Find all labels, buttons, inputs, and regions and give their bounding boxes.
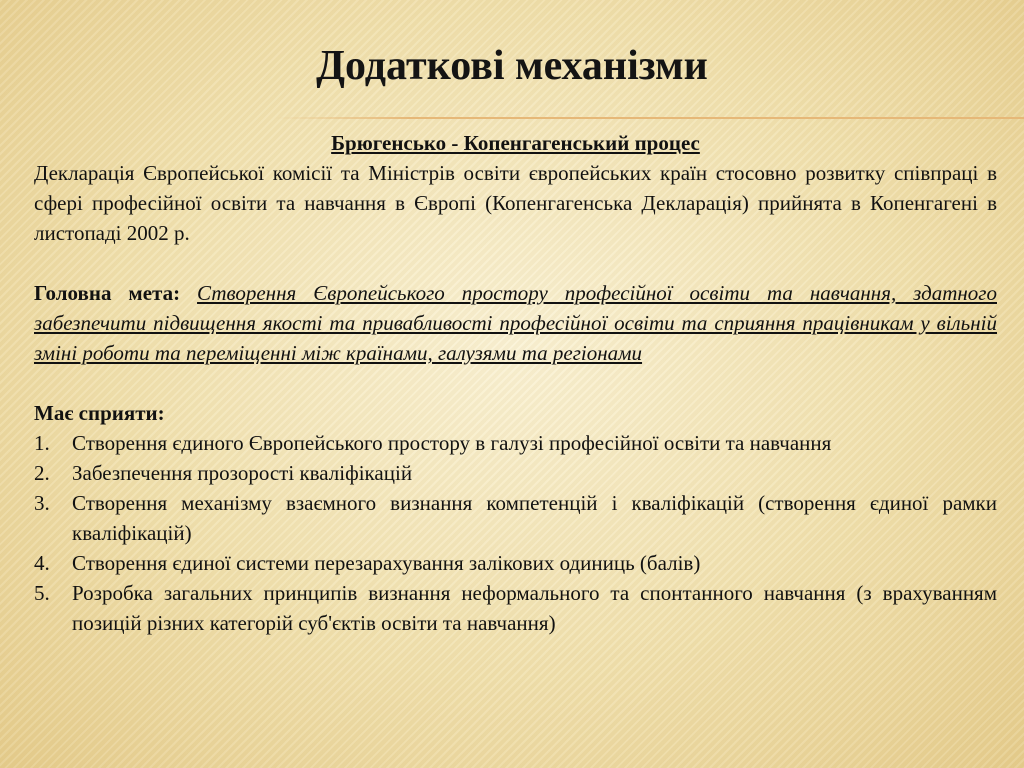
list-item-text: Створення механізму взаємного визнання компетенцій і кваліфікацій (створення єдиної рамки кваліфікацій): [72, 491, 997, 545]
list-item: [34, 548, 997, 578]
goal-text: Створення Європейського простору професійної освіти та навчання, здатного забезпечити підвищення якості та привабливості професійної освіти та сприяння працівникам у вільній зміні роботи та переміщенні між країнами, галузями та регіонами: [34, 281, 997, 365]
goal-label: Головна мета:: [34, 281, 181, 305]
goals-list: [34, 428, 997, 638]
list-item-number: 2.: [34, 461, 50, 485]
list-heading: Має сприяти:: [34, 401, 165, 425]
slide-title: Додаткові механізми: [316, 43, 708, 89]
list-item: [34, 428, 997, 458]
list-item-number: 1.: [34, 431, 50, 455]
list-item-text: Забезпечення прозорості кваліфікацій: [72, 461, 413, 485]
spacer: [34, 248, 997, 278]
intro-paragraph: Декларація Європейської комісії та Міністрів освіти європейських країн стосовно розвитку співпраці в сфері професійної освіти та навчання в Європі (Копенгагенська Декларація) прийнята в Копенгагені в листопаді 2002 р.: [34, 161, 997, 245]
list-item-number: 4.: [34, 551, 50, 575]
subtitle: Брюгенсько - Копенгагенський процес: [331, 131, 700, 155]
list-item-text: Розробка загальних принципів визнання неформального та спонтанного навчання (з врахуванням позицій різних категорій суб'єктів освіти та навчання): [72, 581, 997, 635]
list-item-text: Створення єдиної системи перезарахування залікових одиниць (балів): [72, 551, 701, 575]
spacer: [34, 368, 997, 398]
goal-paragraph: [34, 278, 997, 368]
list-item-number: 5.: [34, 581, 50, 605]
slide-content: [34, 128, 997, 638]
list-item: [34, 578, 997, 638]
list-item: [34, 458, 997, 488]
list-item-text: Створення єдиного Європейського простору в галузі професійної освіти та навчання: [72, 431, 832, 455]
title-divider: [275, 117, 1024, 119]
list-item-number: 3.: [34, 491, 50, 515]
list-item: [34, 488, 997, 548]
